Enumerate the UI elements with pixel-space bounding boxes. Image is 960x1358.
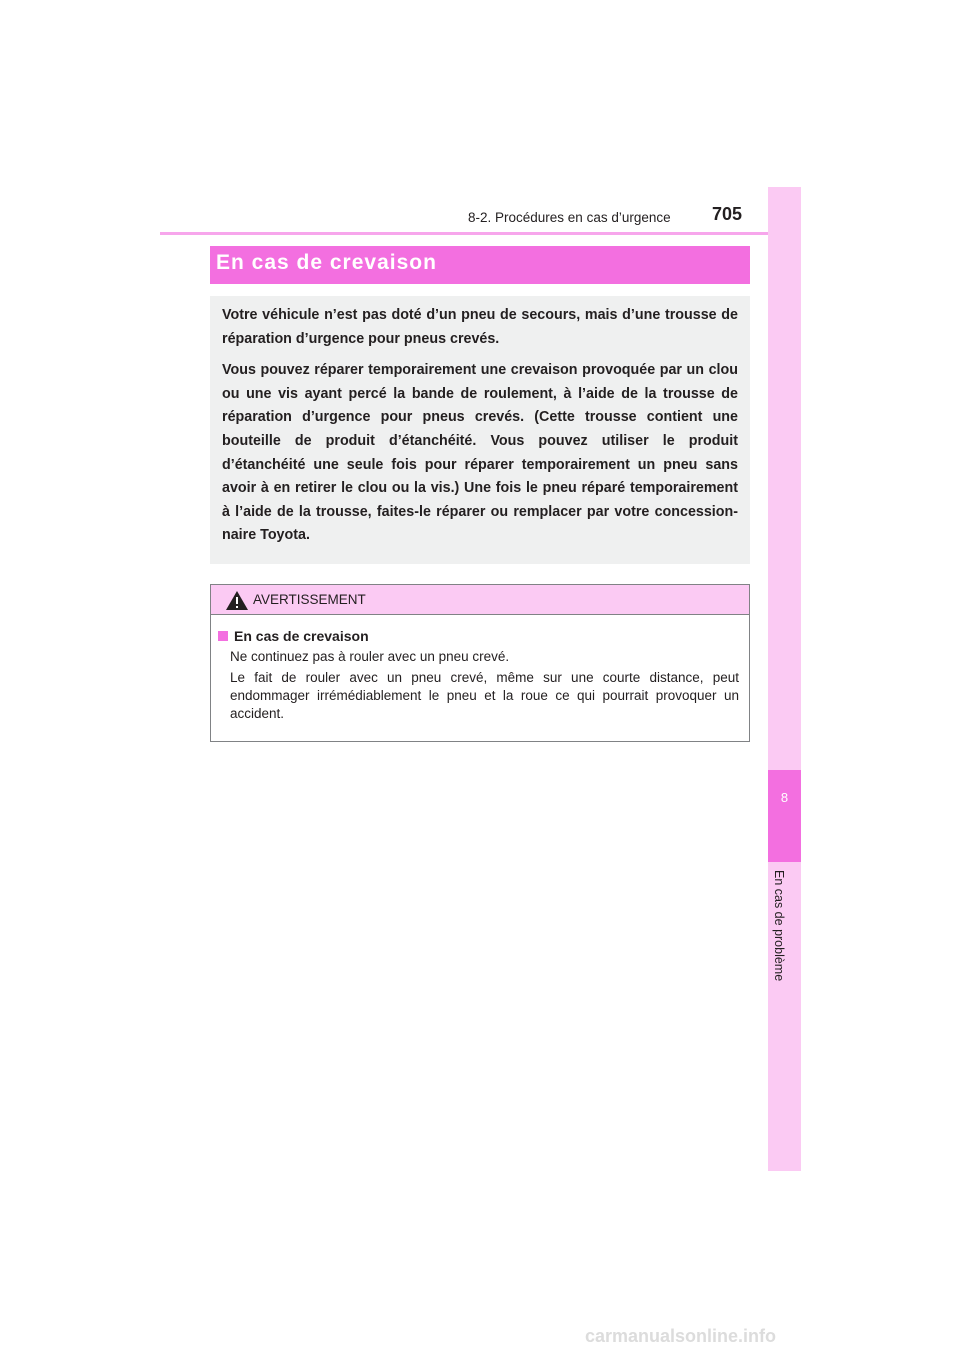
warning-text: Le fait de rouler avec un pneu crevé, même sur une courte distance, peut endommager irrémédiablement le pneu et la roue ce qui pourrait provoquer un accident. [230,670,739,721]
warning-header [211,585,749,615]
warning-heading-text: En cas de crevaison [234,628,369,644]
section-title: En cas de crevaison [216,251,437,274]
chapter-side-tab-active [768,770,801,862]
warning-triangle-icon [225,590,249,611]
chapter-number: 8 [780,790,789,805]
header-section-title: 8-2. Procédures en cas d’urgence [468,210,671,225]
warning-text: Ne continuez pas à rouler avec un pneu crevé. [230,649,510,664]
chapter-label: En cas de problème [772,870,786,982]
warning-body [211,615,749,723]
header-divider [160,232,800,235]
chapter-side-tab [768,187,801,1171]
intro-paragraph: Vous pouvez réparer temporairement une crevaison provoquée par un clou ou une vis ayant percé la bande de roulement, à l’aide de la trousse de réparation d’urgence pour pneus crevés. (Cette trousse contient une bouteille de produit d’étanchéité. Vous pouvez utiliser le produit d’étanchéité une seule fois pour réparer temporairement un pneu sans avoir à en retirer le clou ou la vis.) Une fois le pneu réparé temporairement à l’aide de la trousse, faites-le réparer ou remplacer par votre concession-naire Toyota. [222,362,738,544]
square-bullet-icon [218,631,228,641]
warning-heading [218,627,739,645]
warning-label: AVERTISSEMENT [253,592,366,607]
watermark: carmanualsonline.info [585,1326,777,1346]
intro-paragraph: Votre véhicule n’est pas doté d’un pneu de secours, mais d’une trousse de réparation d’urgence pour pneus crevés. [222,307,738,347]
intro-box [210,296,750,564]
warning-box [210,584,750,742]
page-number: 705 [712,204,743,224]
